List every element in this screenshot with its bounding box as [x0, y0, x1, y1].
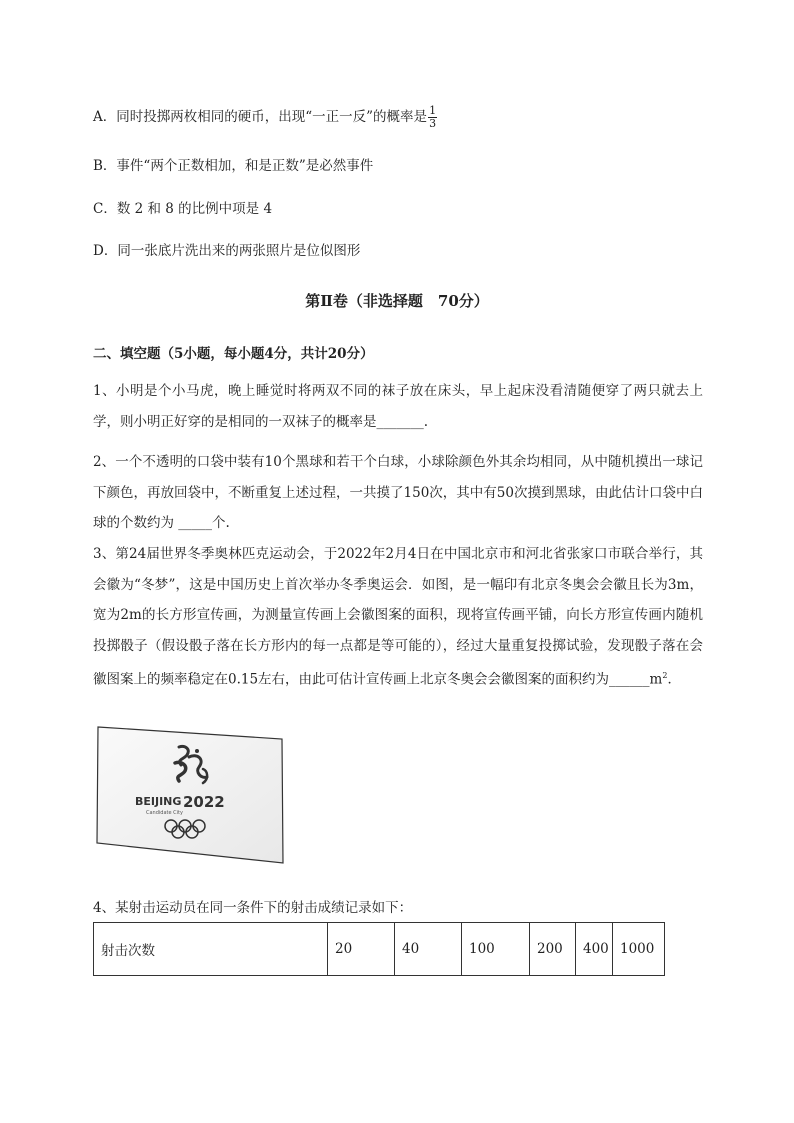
table-cell: 400	[576, 923, 613, 976]
fraction-denominator: 3	[429, 117, 437, 130]
question-4: 4、某射击运动员在同一条件下的射击成绩记录如下：	[93, 900, 413, 916]
question-1: 1、小明是个小马虎，晚上睡觉时将两双不同的袜子放在床头，早上起床没看清随便穿了两只就去上学，则小明正好穿的是相同的一双袜子的概率是_______.	[93, 383, 703, 430]
fraction-numerator: 1	[429, 104, 437, 117]
logo-beijing-text: BEIJING	[135, 795, 182, 808]
shots-table	[93, 922, 665, 976]
table-cell: 1000	[613, 923, 665, 976]
question-3	[93, 539, 703, 695]
table-cell: 100	[462, 923, 530, 976]
question-3-end: ．	[667, 671, 681, 688]
fraction	[428, 105, 437, 130]
table-row	[94, 923, 665, 976]
option-b: B．事件“两个正数相加，和是正数”是必然事件	[93, 158, 374, 174]
question-2: 2、一个不透明的口袋中装有10个黑球和若干个白球，小球除颜色外其余均相同，从中随机摸出一球记下颜色，再放回袋中，不断重复上述过程，一共摸了150次，其中有50次摸到黑球，由此估计口袋中白球的个数约为 _____个.	[93, 454, 703, 531]
square-superscript: 2	[662, 671, 668, 680]
poster-figure	[95, 723, 285, 865]
logo-year-text: 2022	[183, 793, 225, 811]
poster-svg	[95, 723, 285, 865]
table-cell: 40	[395, 923, 462, 976]
section-title: 第Ⅱ卷（非选择题 70分）	[305, 292, 489, 310]
question-3-text: 3、第24届世界冬季奥林匹克运动会，于2022年2月4日在中国北京市和河北省张家口市联合举行，其会徽为“冬梦”，这是中国历史上首次举办冬季奥运会．如图，是一幅印有北京冬奥会会徽且长为3m，宽为2m的长方形宣传画，为测量宣传画上会徽图案的面积，现将宣传画平铺，向长方形宣传画内随机投掷骰子（假设骰子落在长方形内的每一点都是等可能的），经过大量重复投掷试验，发现骰子落在会徽图案上的频率稳定在0.15左右，由此可估计宣传画上北京冬奥会会徽图案的面积约为______m	[93, 546, 703, 688]
option-a-text: A．同时投掷两枚相同的硬币，出现“一正一反”的概率是	[93, 109, 428, 125]
table-header-cell: 射击次数	[94, 923, 328, 976]
table-cell: 200	[530, 923, 576, 976]
table-cell: 20	[328, 923, 395, 976]
logo-candidate-text: Candidate City	[146, 810, 183, 816]
option-d: D．同一张底片洗出来的两张照片是位似图形	[93, 243, 361, 259]
option-c: C．数 2 和 8 的比例中项是 4	[93, 201, 273, 217]
option-a	[93, 105, 437, 130]
part-heading: 二、填空题（5小题，每小题4分，共计20分）	[93, 346, 374, 362]
